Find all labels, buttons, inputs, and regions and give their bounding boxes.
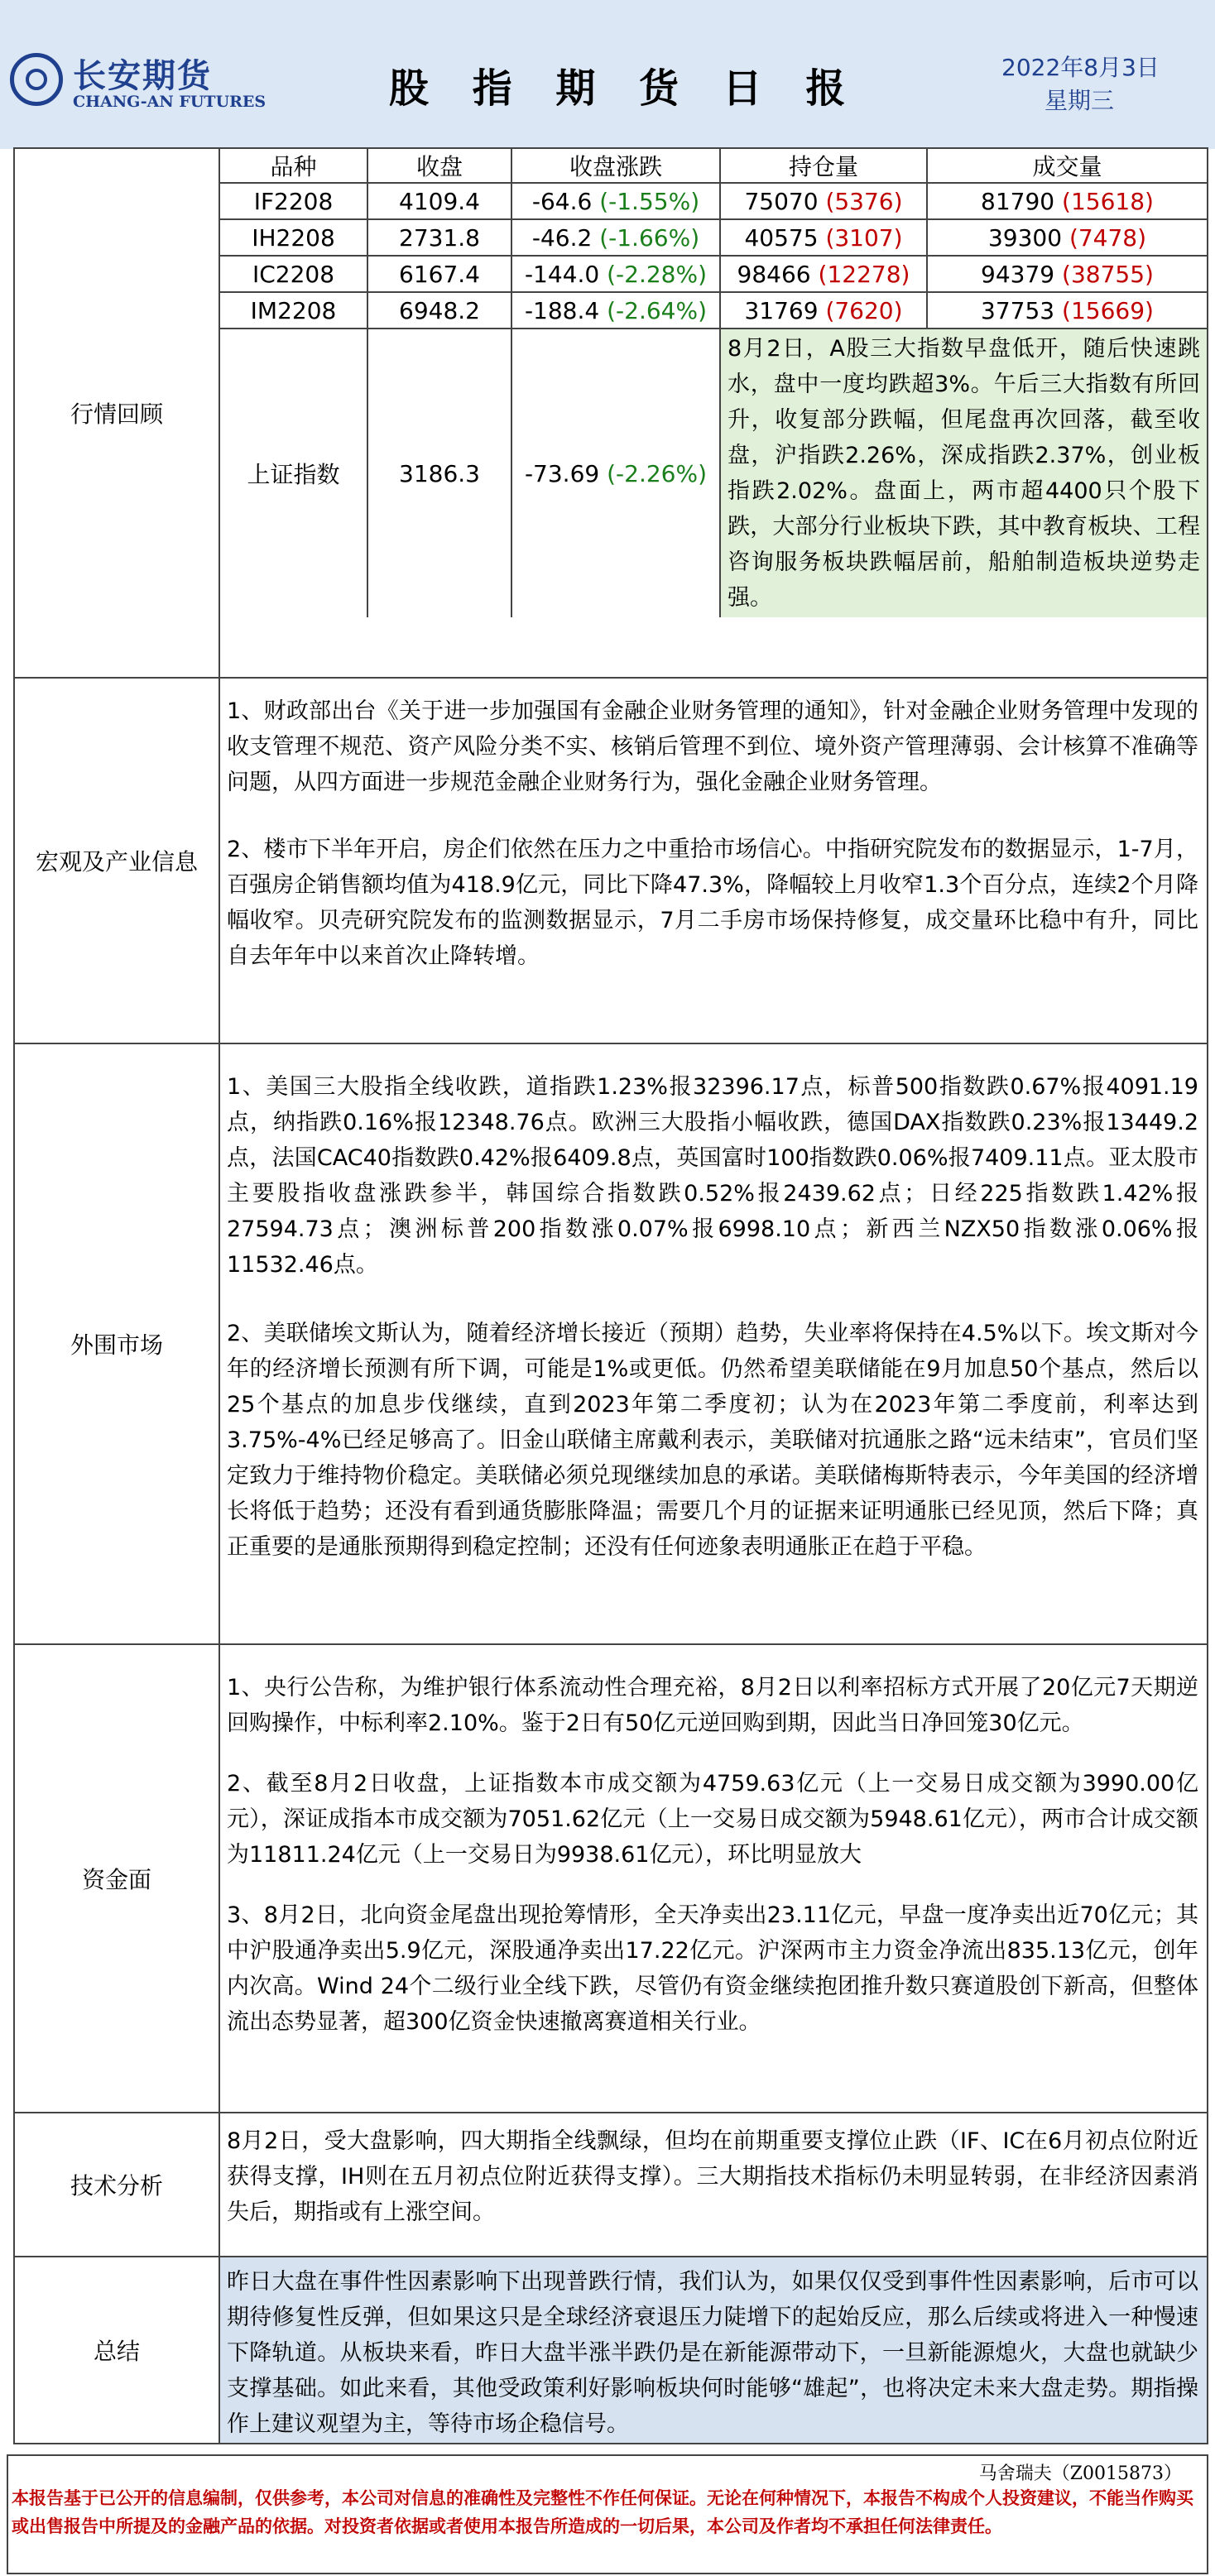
market-comment: 8月2日，A股三大指数早盘低开，随后快速跳水，盘中一度均跌超3%。午后三大指数有所回升，收复部分跌幅，但尾盘再次回落，截至收盘，沪指跌2.26%，深成指跌2.37%，创业板指跌2.02%。盘面上，两市超4400只个股下跌，大部分行业板块下跌，其中教育板块、工程咨询服务板块跌幅居前，船舶制造板块逆势走强。 (720, 329, 1207, 617)
close-value: 6167.4 (367, 256, 511, 292)
oi-value: 75070 (744, 187, 819, 215)
report-table (13, 147, 1208, 2444)
external-content (219, 1043, 1208, 1644)
index-change-pct: (-2.26%) (607, 459, 708, 487)
col-header-open-interest: 持仓量 (720, 149, 927, 183)
change-value: -188.4 (524, 296, 600, 324)
section-label: 宏观及产业信息 (14, 678, 219, 1043)
vol-cell (927, 219, 1207, 256)
report-header (0, 0, 1215, 149)
external-paragraph: 2、美联储埃文斯认为，随着经济增长接近（预期）趋势，失业率将保持在4.5%以下。埃文斯对今年的经济增长预测有所下调，可能是1%或更低。仍然希望美联储能在9月加息50个基点，然后以25个基点的加息步伐继续，直到2023年第二季度初；认为在2023年第二季度前，利率达到3.75%-4%已经足够高了。旧金山联储主席戴利表示，美联储对抗通胀之路“远未结束”，官员们坚定致力于维持物价稳定。美联储必须兑现继续加息的承诺。美联储梅斯特表示，今年美国的经济增长将低于趋势；还没有看到通货膨胀降温；需要几个月的证据来证明通胀已经见顶，然后下降；真正重要的是通胀预期得到稳定控制；还没有任何迹象表明通胀正在趋于平稳。 (227, 1321, 1198, 1560)
col-header-close: 收盘 (367, 149, 511, 183)
change-cell (511, 219, 720, 256)
logo-emblem-icon (10, 53, 63, 106)
oi-cell (720, 256, 927, 292)
section-label: 行情回顾 (14, 148, 219, 678)
change-value: -64.6 (531, 187, 593, 215)
external-paragraph: 1、美国三大股指全线收跌，道指跌1.23%报32396.17点，标普500指数跌0.67%报4091.19点，纳指跌0.16%报12348.76点。欧洲三大股指小幅收跌，德国DAX指数跌0.23%报13449.2点，法国CAC40指数跌0.42%报6409.8点，英国富时100指数跌0.06%报7409.11点。亚太股市主要股指收盘涨跌参半，韩国综合指数跌0.52%报2439.62点；日经225指数跌1.42%报27594.73点；澳洲标普200指数涨0.07%报6998.10点；新西兰NZX50指数涨0.06%报11532.46点。 (227, 1074, 1198, 1278)
oi-cell (720, 292, 927, 329)
vol-change: (7478) (1069, 223, 1147, 252)
vol-value: 37753 (981, 296, 1055, 324)
vol-cell (927, 256, 1207, 292)
report-date: 2022年8月3日 (1001, 54, 1160, 81)
vol-value: 81790 (981, 187, 1055, 215)
author-name: 马舍瑞夫（Z0015873） (978, 2463, 1182, 2484)
oi-cell (720, 183, 927, 219)
vol-change: (38755) (1062, 260, 1154, 288)
section-technical (14, 2113, 1208, 2257)
logo-english-name: CHANG-AN FUTURES (73, 93, 267, 111)
change-pct: (-2.64%) (607, 296, 708, 324)
section-funds (14, 1644, 1208, 2113)
oi-value: 31769 (744, 296, 819, 324)
oi-change: (3107) (825, 223, 903, 252)
index-change-cell (511, 329, 720, 617)
contract-name: IC2208 (220, 256, 367, 292)
quote-row (220, 256, 1207, 292)
change-cell (511, 292, 720, 329)
col-header-contract: 品种 (220, 149, 367, 183)
change-cell (511, 256, 720, 292)
section-market-review (14, 148, 1208, 678)
quote-row (220, 292, 1207, 329)
change-pct: (-1.66%) (599, 223, 700, 252)
contract-name: IM2208 (220, 292, 367, 329)
index-row (220, 329, 1207, 617)
col-header-volume: 成交量 (927, 149, 1207, 183)
oi-value: 98466 (737, 260, 811, 288)
change-pct: (-1.55%) (599, 187, 700, 215)
vol-value: 39300 (987, 223, 1063, 252)
report-title: 股 指 期 货 日 报 (389, 65, 861, 112)
section-label: 外围市场 (14, 1043, 219, 1644)
close-value: 4109.4 (367, 183, 511, 219)
index-name: 上证指数 (220, 329, 367, 617)
vol-change: (15669) (1062, 296, 1154, 324)
oi-value: 40575 (744, 223, 819, 252)
section-label: 总结 (14, 2257, 219, 2444)
funds-content (219, 1644, 1208, 2113)
section-external (14, 1043, 1208, 1644)
index-change: -73.69 (524, 459, 600, 487)
vol-cell (927, 292, 1207, 329)
quotes-table (220, 149, 1207, 617)
change-value: -144.0 (524, 260, 600, 288)
oi-cell (720, 219, 927, 256)
funds-paragraph: 1、央行公告称，为维护银行体系流动性合理充裕，8月2日以利率招标方式开展了20亿元7天期逆回购操作，中标利率2.10%。鉴于2日有50亿元逆回购到期，因此当日净回笼30亿元。 (227, 1675, 1198, 1736)
oi-change: (7620) (825, 296, 903, 324)
change-value: -46.2 (531, 223, 593, 252)
report-weekday: 星期三 (1045, 87, 1115, 114)
close-value: 6948.2 (367, 292, 511, 329)
change-cell (511, 183, 720, 219)
section-label: 技术分析 (14, 2113, 219, 2257)
summary-content: 昨日大盘在事件性因素影响下出现普跌行情，我们认为，如果仅仅受到事件性因素影响，后市可以期待修复性反弹，但如果这只是全球经济衰退压力陡增下的起始反应，那么后续或将进入一种慢速下降轨道。从板块来看，昨日大盘半涨半跌仍是在新能源带动下，一旦新能源熄火，大盘也就缺少支撑基础。如此来看，其他受政策利好影响板块何时能够“雄起”，也将决定未来大盘走势。期指操作上建议观望为主，等待市场企稳信号。 (219, 2257, 1208, 2444)
vol-change: (15618) (1062, 187, 1154, 215)
contract-name: IH2208 (220, 219, 367, 256)
macro-paragraph: 2、楼市下半年开启，房企们依然在压力之中重拾市场信心。中指研究院发布的数据显示，1-7月，百强房企销售额均值为418.9亿元，同比下降47.3%，降幅较上月收窄1.3个百分点，连续2个月降幅收窄。贝壳研究院发布的监测数据显示，7月二手房市场保持修复，成交量环比稳中有升，同比自去年年中以来首次止降转增。 (227, 837, 1198, 969)
section-label: 资金面 (14, 1644, 219, 2113)
vol-cell (927, 183, 1207, 219)
technical-content: 8月2日，受大盘影响，四大期指全线飘绿，但均在前期重要支撑位止跌（IF、IC在6月初点位附近获得支撑，IH则在五月初点位附近获得支撑）。三大期指技术指标仍未明显转弱，在非经济因素消失后，期指或有上涨空间。 (219, 2113, 1208, 2257)
section-macro (14, 678, 1208, 1043)
close-value: 2731.8 (367, 219, 511, 256)
company-logo (10, 48, 267, 122)
quote-row (220, 219, 1207, 256)
section-summary (14, 2257, 1208, 2444)
quotes-header-row (220, 149, 1207, 183)
disclaimer-box (7, 2454, 1208, 2574)
col-header-change: 收盘涨跌 (511, 149, 720, 183)
vol-value: 94379 (981, 260, 1055, 288)
logo-chinese-name: 长安期货 (73, 57, 212, 95)
oi-change: (12278) (818, 260, 910, 288)
macro-content (219, 678, 1208, 1043)
oi-change: (5376) (825, 187, 903, 215)
macro-paragraph: 1、财政部出台《关于进一步加强国有金融企业财务管理的通知》，针对金融企业财务管理中发现的收支管理不规范、资产风险分类不实、核销后管理不到位、境外资产管理薄弱、会计核算不准确等问题，从四方面进一步规范金融企业财务行为，强化金融企业财务管理。 (227, 698, 1198, 795)
index-close: 3186.3 (367, 329, 511, 617)
change-pct: (-2.28%) (607, 260, 708, 288)
funds-paragraph: 3、8月2日，北向资金尾盘出现抢筹情形，全天净卖出23.11亿元，早盘一度净卖出近70亿元；其中沪股通净卖出5.9亿元，深股通净卖出17.22亿元。沪深两市主力资金净流出835.13亿元，创年内次高。Wind 24个二级行业全线下跌，尽管仍有资金继续抱团推升数只赛道股创下新高，但整体流出态势显著，超300亿资金快速撤离赛道相关行业。 (227, 1902, 1198, 2035)
market-review-content (219, 148, 1208, 678)
funds-paragraph: 2、截至8月2日收盘，上证指数本市成交额为4759.63亿元（上一交易日成交额为3990.00亿元），深证成指本市成交额为7051.62亿元（上一交易日成交额为5948.61亿元），两市合计成交额为11811.24亿元（上一交易日为9938.61亿元），环比明显放大 (227, 1771, 1198, 1868)
quote-row (220, 183, 1207, 219)
contract-name: IF2208 (220, 183, 367, 219)
disclaimer-text: 本报告基于已公开的信息编制，仅供参考，本公司对信息的准确性及完整性不作任何保证。无论在何种情况下，本报告不构成个人投资建议，不能当作购买或出售报告中所提及的金融产品的依据。对投资者依据或者使用本报告所造成的一切后果，本公司及作者均不承担任何法律责任。 (12, 2487, 1193, 2536)
